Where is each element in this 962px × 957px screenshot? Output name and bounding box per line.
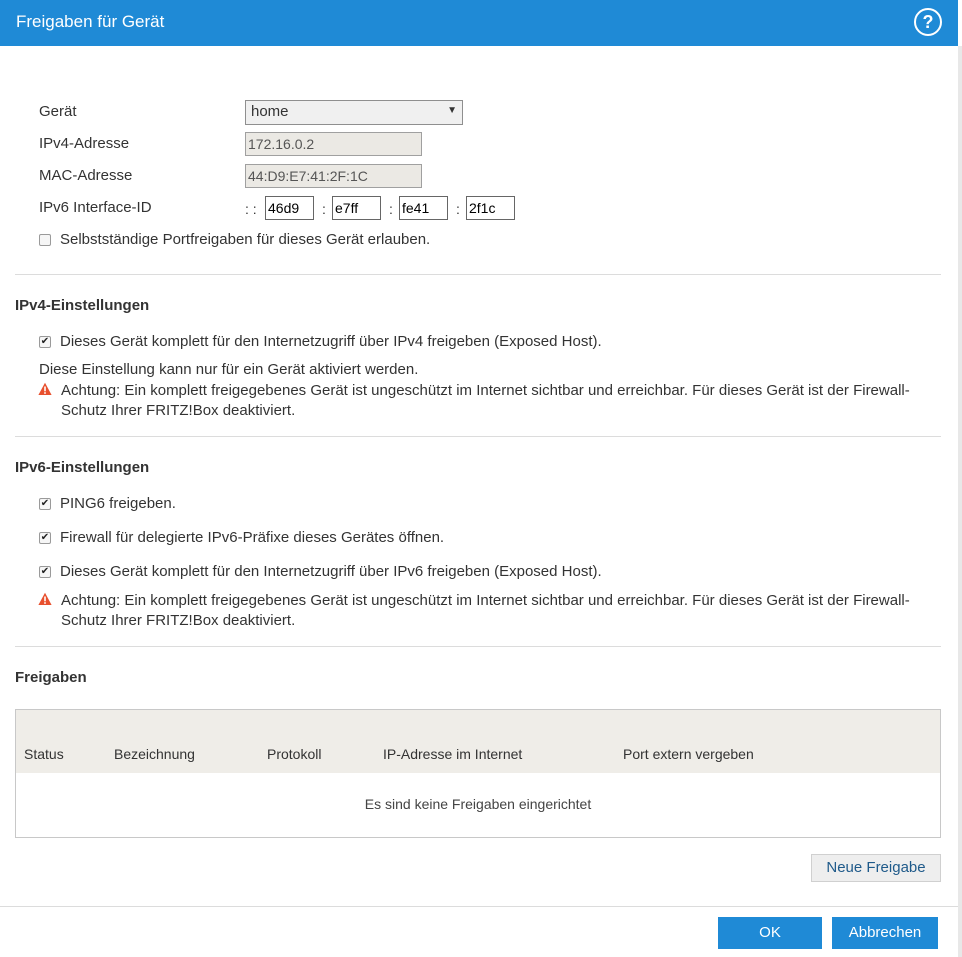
ipv4-warning-text: Achtung: Ein komplett freigegebenes Gerät ist ungeschützt im Internet sichtbar und erreichbar. Für dieses Gerät ist der Firewall-Schutz Ihrer FRITZ!Box deaktiviert.	[61, 382, 910, 419]
ipv6-separator: :	[456, 201, 460, 217]
scrollbar[interactable]	[958, 46, 962, 957]
column-header-ip-adresse[interactable]: IP-Adresse im Internet	[383, 746, 523, 762]
mac-address-field: 44:D9:E7:41:2F:1C	[245, 164, 422, 188]
ipv6-part-2-input[interactable]	[332, 196, 381, 220]
dropdown-arrow-icon: ▼	[447, 105, 457, 116]
divider	[15, 646, 941, 647]
ipv4-address-field: 172.16.0.2	[245, 132, 422, 156]
ipv6-prefix-separator: : :	[245, 201, 257, 217]
column-header-port-extern[interactable]: Port extern vergeben	[623, 746, 754, 762]
geraet-label: Gerät	[39, 103, 77, 120]
ipv6-part-1-input[interactable]	[265, 196, 314, 220]
ping6-checkbox[interactable]: ✔	[40, 498, 50, 509]
warning-icon	[38, 382, 52, 396]
ipv4-exposed-host-label: Dieses Gerät komplett für den Internetzugriff über IPv4 freigeben (Exposed Host).	[60, 333, 602, 350]
ping6-label: PING6 freigeben.	[60, 495, 176, 512]
ipv6-part-3-input[interactable]	[399, 196, 448, 220]
ipv6-firewall-label: Firewall für delegierte IPv6-Präfixe dieses Gerätes öffnen.	[60, 529, 445, 546]
mac-address-label: MAC-Adresse	[39, 167, 133, 184]
freigaben-table	[15, 709, 941, 838]
help-icon[interactable]: ?	[914, 8, 942, 36]
table-header	[16, 710, 940, 773]
ipv6-exposed-host-checkbox[interactable]: ✔	[40, 566, 50, 577]
dialog-title: Freigaben für Gerät	[16, 12, 165, 31]
geraet-select[interactable]	[245, 100, 463, 125]
divider	[15, 274, 941, 275]
allow-portforward-label: Selbstständige Portfreigaben für dieses Gerät erlauben.	[60, 231, 431, 248]
ipv6-firewall-checkbox[interactable]: ✔	[40, 532, 50, 543]
divider	[15, 436, 941, 437]
ipv6-part-4-input[interactable]	[466, 196, 515, 220]
table-empty-message: Es sind keine Freigaben eingerichtet	[364, 796, 592, 812]
footer-divider	[0, 906, 958, 907]
ipv4-note: Diese Einstellung kann nur für ein Gerät aktiviert werden.	[39, 361, 419, 378]
ipv4-exposed-host-checkbox[interactable]: ✔	[40, 336, 50, 347]
cancel-button[interactable]: Abbrechen	[832, 917, 938, 949]
ipv6-separator: :	[322, 201, 326, 217]
dialog-titlebar	[0, 0, 958, 46]
column-header-status[interactable]: Status	[24, 746, 64, 762]
ipv6-settings-heading: IPv6-Einstellungen	[15, 459, 150, 476]
ipv6-separator: :	[389, 201, 393, 217]
ok-button[interactable]: OK	[718, 917, 822, 949]
ipv4-settings-heading: IPv4-Einstellungen	[15, 297, 150, 314]
column-header-bezeichnung[interactable]: Bezeichnung	[114, 746, 195, 762]
freigaben-heading: Freigaben	[15, 669, 87, 686]
ipv6-interface-id-label: IPv6 Interface-ID	[39, 199, 152, 216]
ipv4-address-label: IPv4-Adresse	[39, 135, 130, 152]
ipv6-warning-text: Achtung: Ein komplett freigegebenes Gerät ist ungeschützt im Internet sichtbar und erreichbar. Für dieses Gerät ist der Firewall-Schutz Ihrer FRITZ!Box deaktiviert.	[61, 592, 910, 629]
allow-portforward-checkbox[interactable]	[39, 234, 51, 246]
ipv6-exposed-host-label: Dieses Gerät komplett für den Internetzugriff über IPv6 freigeben (Exposed Host).	[60, 563, 602, 580]
warning-icon	[38, 592, 52, 606]
new-share-button[interactable]: Neue Freigabe	[811, 854, 941, 882]
column-header-protokoll[interactable]: Protokoll	[267, 746, 322, 762]
geraet-select-value: home	[251, 103, 289, 120]
